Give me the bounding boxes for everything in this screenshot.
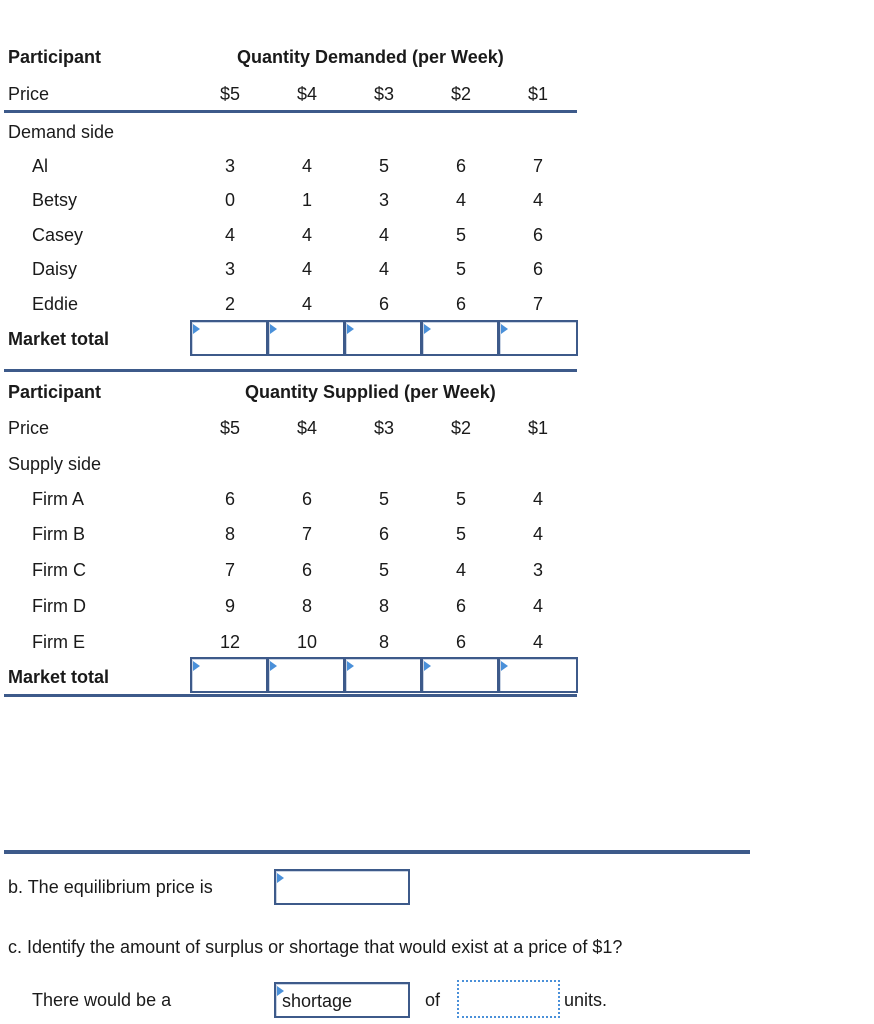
supply-cell: 6 bbox=[378, 524, 389, 544]
supply-row-name: Firm A bbox=[32, 489, 84, 509]
surplus-shortage-question: c. Identify the amount of surplus or shortage that would exist at a price of $1? bbox=[8, 937, 623, 957]
supply-cell: 5 bbox=[378, 489, 389, 509]
demand-cell: 6 bbox=[455, 156, 466, 176]
demand-price-1: $1 bbox=[527, 84, 549, 104]
demand-price-label: Price bbox=[8, 84, 50, 104]
supply-cell: 9 bbox=[224, 596, 235, 616]
of-label: of bbox=[425, 990, 441, 1010]
demand-table-title: Quantity Demanded (per Week) bbox=[237, 47, 504, 67]
supply-price-5: $5 bbox=[219, 418, 241, 438]
equilibrium-question: b. The equilibrium price is bbox=[8, 877, 213, 897]
demand-cell: 4 bbox=[532, 190, 543, 210]
demand-price-5: $5 bbox=[219, 84, 241, 104]
equilibrium-price-input[interactable] bbox=[274, 869, 410, 905]
demand-cell: 5 bbox=[455, 259, 466, 279]
supply-total-input-3[interactable] bbox=[344, 657, 422, 693]
demand-cell: 5 bbox=[378, 156, 389, 176]
supply-cell: 6 bbox=[224, 489, 235, 509]
questions-divider bbox=[4, 850, 750, 854]
demand-row-name: Casey bbox=[32, 225, 84, 245]
demand-cell: 4 bbox=[224, 225, 235, 245]
supply-total-input-1[interactable] bbox=[498, 657, 578, 693]
supply-cell: 8 bbox=[224, 524, 235, 544]
supply-cell: 4 bbox=[532, 596, 543, 616]
demand-cell: 5 bbox=[455, 225, 466, 245]
supply-cell: 10 bbox=[296, 632, 318, 652]
supply-cell: 12 bbox=[219, 632, 241, 652]
demand-cell: 4 bbox=[455, 190, 466, 210]
supply-cell: 6 bbox=[301, 560, 312, 580]
supply-side-label: Supply side bbox=[8, 454, 102, 474]
supply-total-input-4[interactable] bbox=[267, 657, 345, 693]
demand-cell: 4 bbox=[301, 225, 312, 245]
units-label: units. bbox=[564, 990, 608, 1010]
demand-cell: 4 bbox=[378, 259, 389, 279]
demand-header-divider bbox=[4, 110, 577, 113]
demand-total-input-1[interactable] bbox=[498, 320, 578, 356]
demand-cell: 7 bbox=[532, 156, 543, 176]
supply-row-name: Firm D bbox=[32, 596, 86, 616]
supply-row-name: Firm E bbox=[32, 632, 85, 652]
demand-total-input-5[interactable] bbox=[190, 320, 268, 356]
supply-cell: 5 bbox=[455, 524, 466, 544]
demand-cell: 6 bbox=[532, 225, 543, 245]
demand-cell: 3 bbox=[378, 190, 389, 210]
supply-cell: 6 bbox=[455, 596, 466, 616]
demand-cell: 4 bbox=[301, 259, 312, 279]
demand-row-name: Al bbox=[32, 156, 49, 176]
demand-total-input-2[interactable] bbox=[421, 320, 499, 356]
supply-row-name: Firm C bbox=[32, 560, 86, 580]
demand-row-name: Daisy bbox=[32, 259, 78, 279]
supply-cell: 7 bbox=[301, 524, 312, 544]
demand-price-3: $3 bbox=[373, 84, 395, 104]
supply-cell: 6 bbox=[455, 632, 466, 652]
demand-cell: 4 bbox=[301, 294, 312, 314]
demand-market-total-label: Market total bbox=[8, 329, 110, 349]
demand-cell: 3 bbox=[224, 259, 235, 279]
supply-cell: 7 bbox=[224, 560, 235, 580]
supply-table-title: Quantity Supplied (per Week) bbox=[245, 382, 496, 402]
supply-price-3: $3 bbox=[373, 418, 395, 438]
supply-cell: 8 bbox=[378, 632, 389, 652]
units-amount-input[interactable] bbox=[457, 980, 560, 1018]
supply-participant-header: Participant bbox=[8, 382, 102, 402]
section-divider bbox=[4, 369, 577, 372]
supply-bottom-divider bbox=[4, 694, 577, 697]
demand-cell: 0 bbox=[224, 190, 235, 210]
surplus-shortage-select[interactable] bbox=[274, 982, 410, 1018]
demand-cell: 4 bbox=[301, 156, 312, 176]
supply-cell: 4 bbox=[532, 632, 543, 652]
demand-cell: 7 bbox=[532, 294, 543, 314]
supply-price-1: $1 bbox=[527, 418, 549, 438]
answer-lead-text: There would be a bbox=[32, 990, 172, 1010]
supply-cell: 5 bbox=[378, 560, 389, 580]
demand-cell: 1 bbox=[301, 190, 312, 210]
demand-cell: 6 bbox=[532, 259, 543, 279]
supply-cell: 6 bbox=[301, 489, 312, 509]
demand-total-input-4[interactable] bbox=[267, 320, 345, 356]
demand-cell: 4 bbox=[378, 225, 389, 245]
demand-cell: 6 bbox=[455, 294, 466, 314]
demand-row-name: Eddie bbox=[32, 294, 79, 314]
demand-cell: 6 bbox=[378, 294, 389, 314]
supply-price-4: $4 bbox=[296, 418, 318, 438]
supply-price-2: $2 bbox=[450, 418, 472, 438]
demand-participant-header: Participant bbox=[8, 47, 102, 67]
supply-total-input-5[interactable] bbox=[190, 657, 268, 693]
supply-row-name: Firm B bbox=[32, 524, 85, 544]
supply-cell: 4 bbox=[532, 489, 543, 509]
supply-cell: 8 bbox=[378, 596, 389, 616]
demand-price-4: $4 bbox=[296, 84, 318, 104]
demand-cell: 2 bbox=[224, 294, 235, 314]
supply-cell: 4 bbox=[455, 560, 466, 580]
supply-cell: 5 bbox=[455, 489, 466, 509]
supply-cell: 3 bbox=[532, 560, 543, 580]
demand-row-name: Betsy bbox=[32, 190, 78, 210]
supply-cell: 8 bbox=[301, 596, 312, 616]
demand-total-input-3[interactable] bbox=[344, 320, 422, 356]
surplus-shortage-selected-value: shortage bbox=[282, 991, 353, 1011]
supply-cell: 4 bbox=[532, 524, 543, 544]
supply-market-total-label: Market total bbox=[8, 667, 110, 687]
demand-price-2: $2 bbox=[450, 84, 472, 104]
demand-side-label: Demand side bbox=[8, 122, 115, 142]
supply-total-input-2[interactable] bbox=[421, 657, 499, 693]
demand-cell: 3 bbox=[224, 156, 235, 176]
supply-price-label: Price bbox=[8, 418, 50, 438]
